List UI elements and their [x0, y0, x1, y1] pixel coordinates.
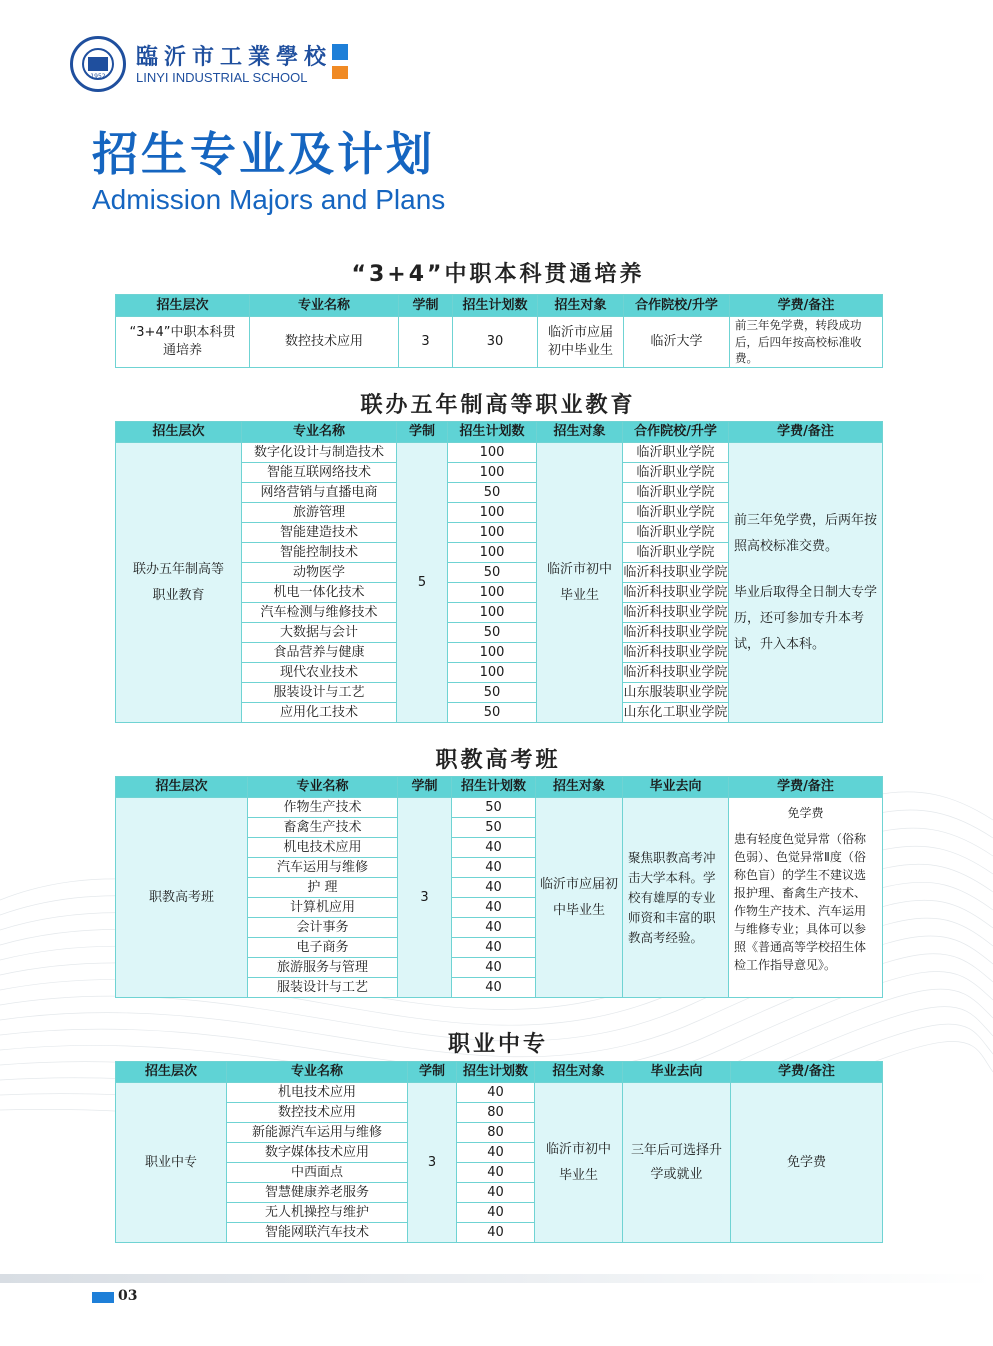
table-header-row [116, 422, 883, 443]
plan-cell: 50 [448, 563, 537, 583]
header-cell: 招生计划数 [453, 295, 538, 317]
plan-cell: 100 [448, 523, 537, 543]
plan-cell: 80 [457, 1123, 535, 1143]
major-cell: 数控技术应用 [227, 1103, 408, 1123]
header-cell: 学制 [398, 777, 452, 798]
header-cell: 毕业去向 [623, 777, 729, 798]
major-cell: 网络营销与直播电商 [242, 483, 397, 503]
destination-cell: 聚焦职教高考冲击大学本科。学校有雄厚的专业师资和丰富的职教高考经验。 [623, 798, 729, 998]
major-cell: 计算机应用 [248, 898, 398, 918]
major-cell: 无人机操控与维护 [227, 1203, 408, 1223]
major-cell: 旅游服务与管理 [248, 958, 398, 978]
footer-bar [0, 1274, 993, 1283]
plan-cell: 40 [452, 918, 536, 938]
header-cell: 合作院校/升学 [624, 295, 730, 317]
level-cell: “3+4”中职本科贯通培养 [116, 317, 250, 368]
plan-cell: 100 [448, 643, 537, 663]
partner-cell: 临沂科技职业学院 [623, 603, 729, 623]
major-cell: 数字媒体技术应用 [227, 1143, 408, 1163]
partner-cell: 山东服装职业学院 [623, 683, 729, 703]
header-cell: 专业名称 [227, 1062, 408, 1083]
target-cell: 临沂市初中毕业生 [537, 443, 623, 723]
destination-cell: 三年后可选择升学或就业 [623, 1083, 731, 1243]
partner-cell: 临沂职业学院 [623, 503, 729, 523]
partner-cell: 临沂大学 [624, 317, 730, 368]
table-row [116, 1083, 883, 1103]
page-title-cn: 招生专业及计划 [92, 127, 435, 181]
plan-cell: 30 [453, 317, 538, 368]
page-number-marker [92, 1292, 114, 1303]
plan-cell: 40 [457, 1143, 535, 1163]
major-cell: 畜禽生产技术 [248, 818, 398, 838]
plan-cell: 40 [452, 978, 536, 998]
partner-cell: 临沂科技职业学院 [623, 643, 729, 663]
duration-cell: 3 [398, 798, 452, 998]
major-cell: 电子商务 [248, 938, 398, 958]
header-cell: 招生对象 [536, 777, 623, 798]
plan-cell: 40 [457, 1183, 535, 1203]
partner-cell: 临沂职业学院 [623, 523, 729, 543]
note-fee: 免学费 [787, 806, 824, 820]
section3-title: 职教高考班 [435, 748, 561, 773]
note-cell: 免学费 [731, 1083, 883, 1243]
section2-table [115, 421, 883, 723]
major-cell: 服装设计与工艺 [242, 683, 397, 703]
plan-cell: 100 [448, 663, 537, 683]
plan-cell: 40 [452, 838, 536, 858]
page-title-en: Admission Majors and Plans [92, 184, 446, 215]
note-restriction: 患有轻度色觉异常（俗称色弱）、色觉异常Ⅱ度（俗称色盲）的学生不建议选报护理、畜禽生产技术、作物生产技术、汽车运用与维修专业；具体可以参照《普通高等学校招生体检工作指导意见》。 [734, 832, 867, 972]
plan-cell: 50 [452, 798, 536, 818]
plan-cell: 40 [452, 938, 536, 958]
major-cell: 大数据与会计 [242, 623, 397, 643]
major-cell: 智能控制技术 [242, 543, 397, 563]
plan-cell: 100 [448, 463, 537, 483]
major-cell: 动物医学 [242, 563, 397, 583]
plan-cell: 40 [457, 1163, 535, 1183]
partner-cell: 山东化工职业学院 [623, 703, 729, 723]
header-cell: 招生计划数 [452, 777, 536, 798]
page-number: 03 [118, 1288, 138, 1304]
major-cell: 数控技术应用 [250, 317, 399, 368]
header-cell: 专业名称 [248, 777, 398, 798]
table-header-row [116, 295, 883, 317]
major-cell: 应用化工技术 [242, 703, 397, 723]
major-cell: 数字化设计与制造技术 [242, 443, 397, 463]
header-cell: 学制 [408, 1062, 457, 1083]
table-header-row [116, 777, 883, 798]
major-cell: 智能互联网络技术 [242, 463, 397, 483]
plan-cell: 40 [452, 878, 536, 898]
major-cell: 会计事务 [248, 918, 398, 938]
building-icon [88, 57, 108, 71]
duration-cell: 5 [397, 443, 448, 723]
target-cell: 临沂市初中毕业生 [535, 1083, 623, 1243]
major-cell: 新能源汽车运用与维修 [227, 1123, 408, 1143]
plan-cell: 100 [448, 503, 537, 523]
header-cell: 学费/备注 [730, 295, 883, 317]
header-cell: 学费/备注 [729, 422, 883, 443]
partner-cell: 临沂科技职业学院 [623, 623, 729, 643]
major-cell: 食品营养与健康 [242, 643, 397, 663]
major-cell: 中西面点 [227, 1163, 408, 1183]
header-cell: 合作院校/升学 [623, 422, 729, 443]
duration-cell: 3 [408, 1083, 457, 1243]
target-cell: 临沂市应届初中毕业生 [538, 317, 624, 368]
partner-cell: 临沂职业学院 [623, 483, 729, 503]
major-cell: 机电一体化技术 [242, 583, 397, 603]
plan-cell: 80 [457, 1103, 535, 1123]
note-cell: 前三年免学费，转段成功后，后四年按高校标准收费。 [730, 317, 883, 368]
note-graduation: 毕业后取得全日制大专学历，还可参加专升本考试，升入本科。 [734, 584, 878, 652]
header-cell: 学制 [399, 295, 453, 317]
school-name-cn: 臨沂市工業學校 [136, 44, 333, 70]
header-cell: 专业名称 [250, 295, 399, 317]
plan-cell: 50 [448, 483, 537, 503]
table-header-row [116, 1062, 883, 1083]
level-cell: 职教高考班 [116, 798, 248, 998]
decorative-blue-square [332, 44, 348, 60]
plan-cell: 40 [457, 1203, 535, 1223]
decorative-orange-square [332, 66, 348, 79]
header-cell: 学费/备注 [729, 777, 883, 798]
partner-cell: 临沂科技职业学院 [623, 583, 729, 603]
major-cell: 作物生产技术 [248, 798, 398, 818]
plan-cell: 100 [448, 583, 537, 603]
plan-cell: 50 [452, 818, 536, 838]
school-logo [70, 36, 126, 92]
plan-cell: 50 [448, 703, 537, 723]
major-cell: 智能建造技术 [242, 523, 397, 543]
major-cell: 旅游管理 [242, 503, 397, 523]
plan-cell: 40 [452, 858, 536, 878]
section4-title: 职业中专 [447, 1032, 548, 1057]
duration-cell: 3 [399, 317, 453, 368]
note-cell [729, 798, 883, 998]
header-cell: 学费/备注 [731, 1062, 883, 1083]
header-cell: 招生层次 [116, 777, 248, 798]
header-cell: 招生计划数 [457, 1062, 535, 1083]
major-cell: 智能网联汽车技术 [227, 1223, 408, 1243]
partner-cell: 临沂职业学院 [623, 463, 729, 483]
plan-cell: 100 [448, 443, 537, 463]
header-cell: 招生层次 [116, 295, 250, 317]
header-cell: 专业名称 [242, 422, 397, 443]
table-row [116, 443, 883, 463]
section1-title: “3+4”中职本科贯通培养 [351, 262, 645, 287]
major-cell: 智慧健康养老服务 [227, 1183, 408, 1203]
school-name-en: LINYI INDUSTRIAL SCHOOL [136, 70, 308, 85]
section1-table [115, 294, 883, 368]
header-cell: 学制 [397, 422, 448, 443]
section2-title: 联办五年制高等职业教育 [360, 393, 636, 418]
major-cell: 护 理 [248, 878, 398, 898]
major-cell: 汽车检测与维修技术 [242, 603, 397, 623]
partner-cell: 临沂科技职业学院 [623, 663, 729, 683]
note-fee: 前三年免学费，后两年按照高校标准交费。 [734, 512, 878, 554]
plan-cell: 40 [452, 898, 536, 918]
header-cell: 招生层次 [116, 422, 242, 443]
plan-cell: 40 [457, 1223, 535, 1243]
table-row [116, 317, 883, 368]
plan-cell: 40 [457, 1083, 535, 1103]
major-cell: 机电技术应用 [227, 1083, 408, 1103]
note-cell [729, 443, 883, 723]
header-cell: 毕业去向 [623, 1062, 731, 1083]
section3-table [115, 776, 883, 998]
major-cell: 服装设计与工艺 [248, 978, 398, 998]
header-cell: 招生对象 [535, 1062, 623, 1083]
header-cell: 招生对象 [537, 422, 623, 443]
target-cell: 临沂市应届初中毕业生 [536, 798, 623, 998]
header-cell: 招生对象 [538, 295, 624, 317]
partner-cell: 临沂职业学院 [623, 543, 729, 563]
header-cell: 招生计划数 [448, 422, 537, 443]
logo-year: 1952 [90, 73, 106, 80]
partner-cell: 临沂科技职业学院 [623, 563, 729, 583]
plan-cell: 50 [448, 683, 537, 703]
table-row [116, 798, 883, 818]
major-cell: 现代农业技术 [242, 663, 397, 683]
level-cell: 职业中专 [116, 1083, 227, 1243]
plan-cell: 50 [448, 623, 537, 643]
major-cell: 汽车运用与维修 [248, 858, 398, 878]
level-cell: 联办五年制高等职业教育 [116, 443, 242, 723]
plan-cell: 100 [448, 603, 537, 623]
partner-cell: 临沂职业学院 [623, 443, 729, 463]
section4-table [115, 1061, 883, 1243]
plan-cell: 40 [452, 958, 536, 978]
major-cell: 机电技术应用 [248, 838, 398, 858]
plan-cell: 100 [448, 543, 537, 563]
header-cell: 招生层次 [116, 1062, 227, 1083]
